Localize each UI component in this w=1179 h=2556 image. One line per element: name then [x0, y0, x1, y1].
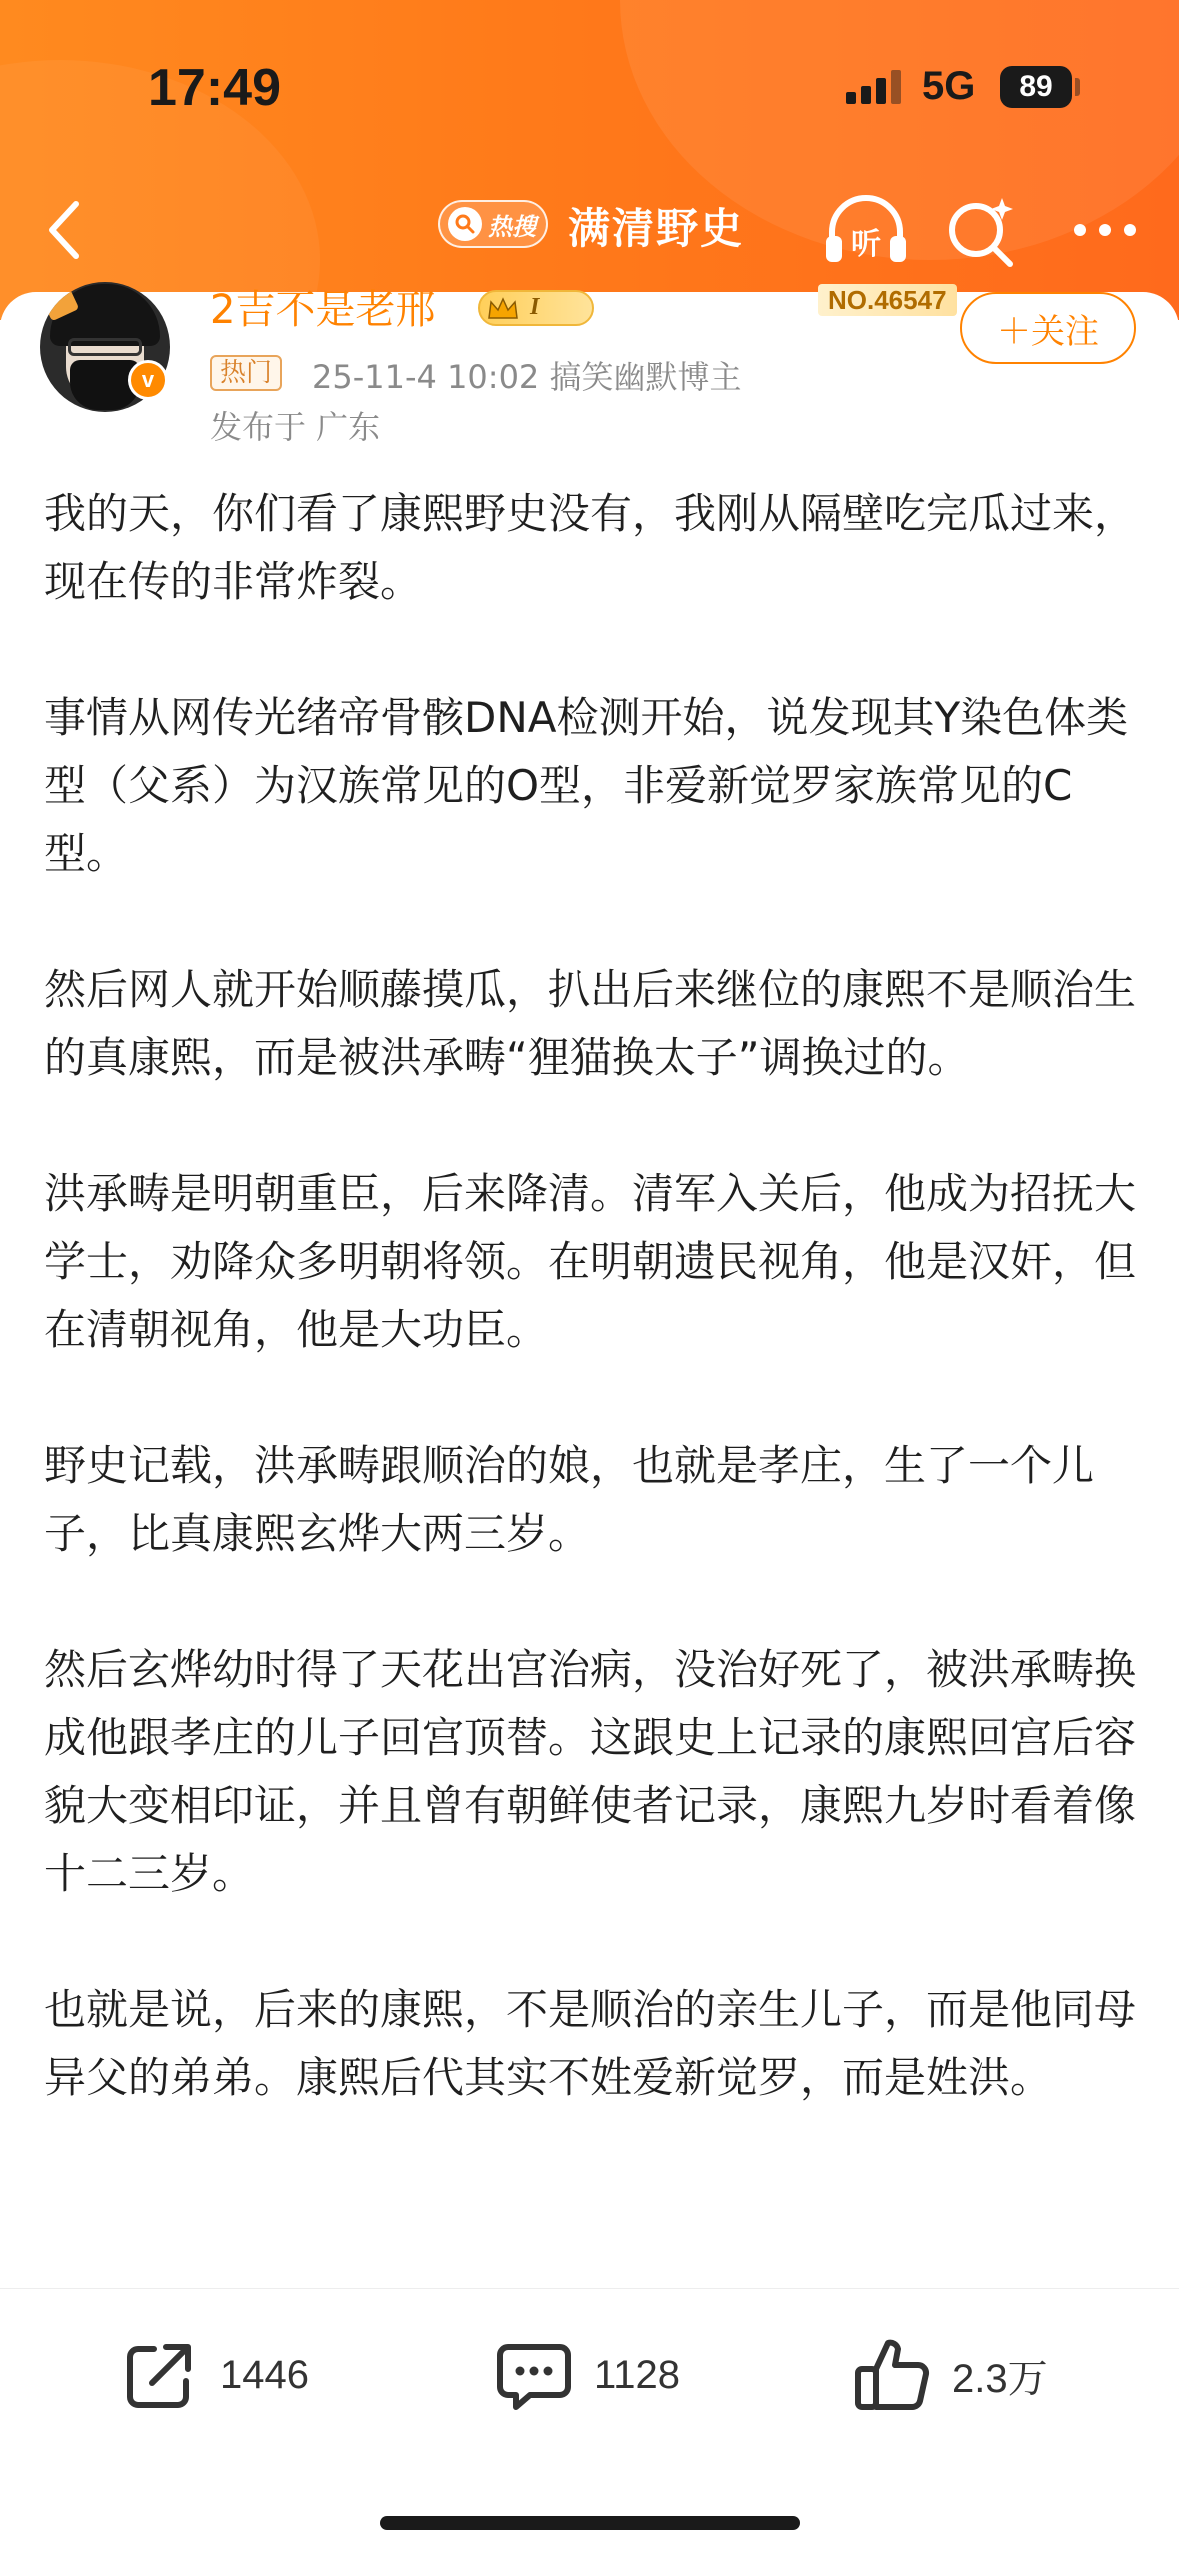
more-button[interactable]	[1060, 188, 1150, 272]
paragraph: 事情从网传光绪帝骨骸DNA检测开始，说发现其Y染色体类型（父系）为汉族常见的O型，非爱新觉罗家族常见的C型。	[44, 693, 1129, 878]
chevron-left-icon	[44, 200, 84, 260]
post-location: 发布于 广东	[210, 408, 381, 446]
avatar-glasses	[68, 338, 142, 356]
level-text: I	[530, 294, 540, 320]
home-indicator	[380, 2516, 800, 2530]
paragraph: 我的天，你们看了康熙野史没有，我刚从隔壁吃完瓜过来，现在传的非常炸裂。	[44, 489, 1137, 606]
signal-icon	[846, 70, 904, 104]
dot	[1099, 224, 1111, 236]
battery-level: 89	[1019, 70, 1053, 103]
status-time: 17:49	[148, 59, 281, 117]
paragraph: 洪承畴是明朝重臣，后来降清。清军入关后，他成为招抚大学士，劝降众多明朝将领。在明朝遗民视角，他是汉奸，但在清朝视角，他是大功臣。	[44, 1169, 1137, 1354]
share-button[interactable]	[120, 2325, 309, 2425]
share-count: 1446	[220, 2352, 309, 2397]
battery-icon	[1000, 66, 1072, 108]
hot-search-label: 热搜	[488, 212, 536, 241]
hot-tag: 热门	[210, 355, 282, 391]
post-meta: 25-11-4 10:02 搞笑幽默博主	[312, 358, 742, 396]
follow-label: ＋关注	[997, 311, 1099, 352]
header-background	[0, 0, 1179, 320]
paragraph: 也就是说，后来的康熙，不是顺治的亲生儿子，而是他同母异父的弟弟。康熙后代其实不姓爱新觉罗，而是姓洪。	[44, 1985, 1137, 2102]
listen-button[interactable]	[820, 188, 912, 272]
search-button[interactable]	[940, 188, 1024, 272]
search-sparkle-icon	[940, 188, 1024, 272]
rank-number: NO.46547	[818, 284, 957, 316]
nav-bar	[0, 170, 1179, 290]
svg-text:听: 听	[851, 227, 881, 262]
paragraph: 然后玄烨幼时得了天花出宫治病，没治好死了，被洪承畴换成他跟孝庄的儿子回宫顶替。这跟史上记录的康熙回宫后容貌大变相印证，并且曾有朝鲜使者记录，康熙九岁时看着像十二三岁。	[44, 1645, 1137, 1898]
comment-count: 1128	[594, 2352, 681, 2397]
verified-icon: v	[128, 360, 168, 400]
search-icon	[448, 207, 482, 241]
network-type: 5G	[922, 64, 976, 108]
battery-tip	[1075, 78, 1080, 96]
comment-icon	[494, 2335, 574, 2415]
post-content	[44, 480, 1144, 2112]
like-count: 2.3万	[952, 2356, 1048, 2401]
status-bar	[0, 0, 1179, 170]
follow-button[interactable]	[960, 292, 1136, 364]
page-title: 满清野史	[568, 204, 745, 253]
back-button[interactable]	[22, 188, 106, 272]
paragraph: 野史记载，洪承畴跟顺治的娘，也就是孝庄，生了一个儿子，比真康熙玄烨大两三岁。	[44, 1441, 1095, 1558]
author-name[interactable]: 2吉不是老邢	[210, 287, 436, 333]
dot	[1074, 224, 1086, 236]
share-icon	[120, 2335, 200, 2415]
crown-icon	[486, 296, 520, 322]
hot-search-badge[interactable]	[438, 200, 548, 248]
paragraph: 然后网人就开始顺藤摸瓜，扒出后来继位的康熙不是顺治生的真康熙，而是被洪承畴“狸猫换太子”调换过的。	[44, 965, 1137, 1082]
like-button[interactable]	[852, 2325, 1048, 2425]
headphones-icon	[820, 188, 912, 272]
level-badge[interactable]	[478, 290, 594, 326]
thumbs-up-icon	[852, 2335, 932, 2415]
comment-button[interactable]	[494, 2325, 680, 2425]
action-bar	[0, 2288, 1179, 2464]
dot	[1124, 224, 1136, 236]
